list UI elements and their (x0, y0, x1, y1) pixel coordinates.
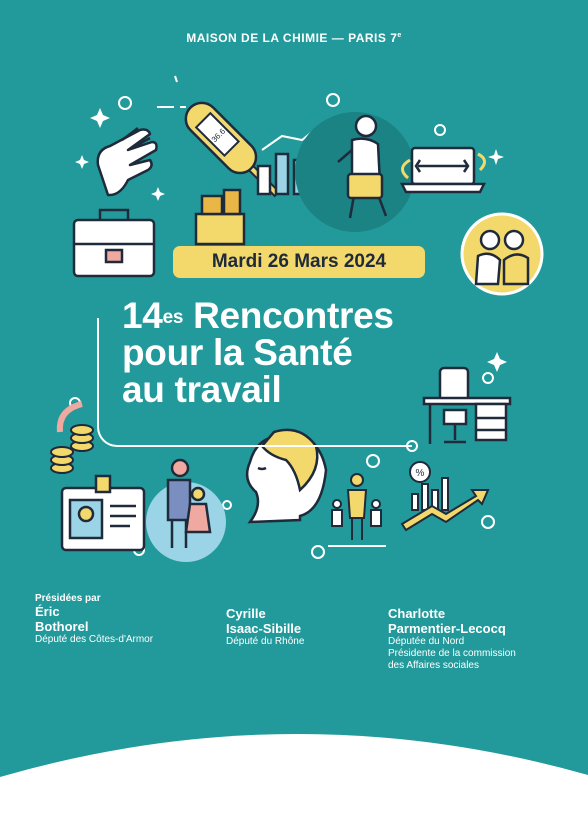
moving-boxes-icon (196, 190, 244, 244)
presided-by-label: Présidées par (35, 593, 101, 604)
president-3: Charlotte Parmentier-Lecocq Députée du Nord Présidente de la commission des Affaires sociales (388, 606, 516, 671)
event-date-badge: Mardi 26 Mars 2024 (173, 246, 425, 278)
growth-chart-icon (402, 462, 488, 530)
family-icon (328, 474, 386, 546)
briefcase-icon (74, 210, 154, 276)
clapping-hands-icon (98, 128, 157, 195)
id-badge-icon (62, 476, 144, 550)
president-2: Cyrille Isaac-Sibille Député du Rhône (226, 606, 305, 647)
coins-icon (51, 404, 93, 473)
svg-text:%: % (415, 468, 425, 479)
event-title: $14^{es}$ Rencontres pour la Santé au travail (122, 295, 394, 410)
venue-header: MAISON DE LA CHIMIE — PARIS 7e (186, 31, 402, 45)
laptop-transfer-icon (402, 148, 485, 192)
bottom-wave (0, 717, 588, 817)
thermometer-reading: 36.6 (209, 126, 228, 145)
president-1: Présidées par Éric Bothorel Député des Côtes-d'Armor (35, 593, 154, 645)
people-meeting-icon (462, 214, 542, 294)
